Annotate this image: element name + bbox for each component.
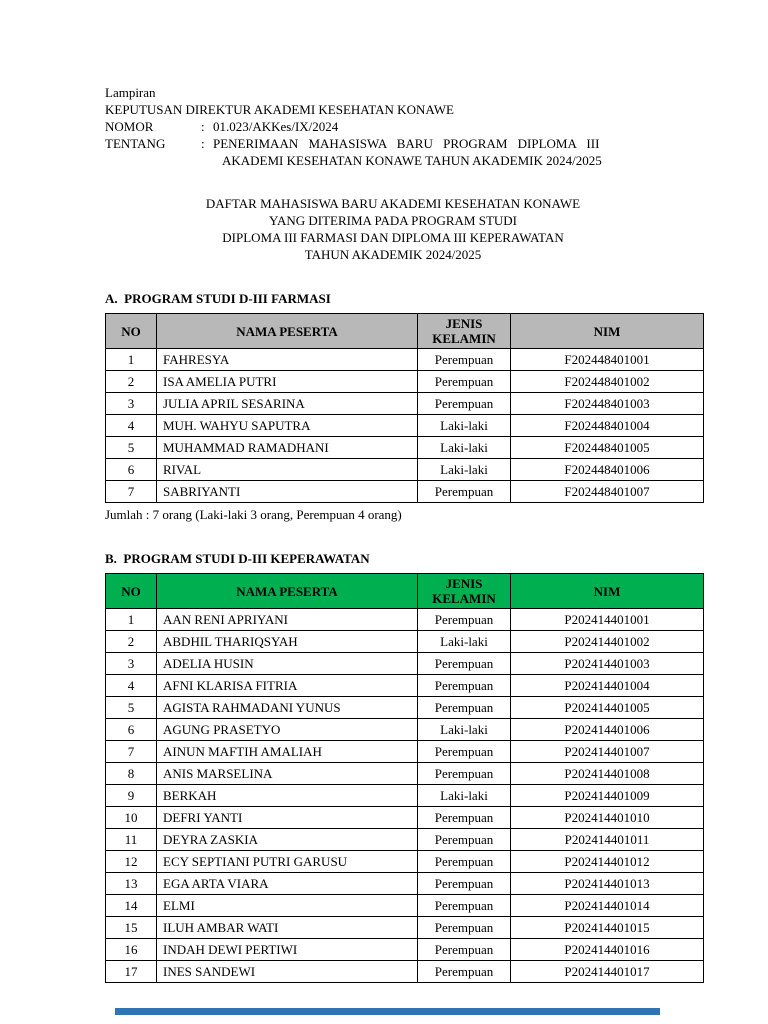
table-cell: ADELIA HUSIN	[157, 653, 418, 675]
table-cell: P202414401007	[511, 741, 704, 763]
table-cell: F202448401001	[511, 349, 704, 371]
table-cell: AFNI KLARISA FITRIA	[157, 675, 418, 697]
table-cell: 4	[106, 675, 157, 697]
table-cell: Perempuan	[418, 609, 511, 631]
table-cell: INES SANDEWI	[157, 961, 418, 983]
table-row	[106, 609, 704, 631]
table-cell: ANIS MARSELINA	[157, 763, 418, 785]
table-row	[106, 349, 704, 371]
table-cell: Perempuan	[418, 349, 511, 371]
table-cell: Perempuan	[418, 763, 511, 785]
table-cell: 11	[106, 829, 157, 851]
table-cell: AGUNG PRASETYO	[157, 719, 418, 741]
table-cell: SABRIYANTI	[157, 481, 418, 503]
document-title	[105, 195, 681, 263]
table-row	[106, 807, 704, 829]
table-cell: P202414401001	[511, 609, 704, 631]
tentang-line-1: PENERIMAAN MAHASISWA BARU PROGRAM DIPLOMA III	[213, 136, 600, 151]
table-cell: RIVAL	[157, 459, 418, 481]
table-cell: Perempuan	[418, 873, 511, 895]
column-header-jenis-kelamin: JENIS KELAMIN	[418, 314, 511, 349]
table-cell: 17	[106, 961, 157, 983]
column-header-nim: NIM	[511, 314, 704, 349]
section-b-heading: B. PROGRAM STUDI D-III KEPERAWATAN	[105, 551, 370, 566]
document-title-line: YANG DITERIMA PADA PROGRAM STUDI	[269, 213, 517, 228]
table-row	[106, 785, 704, 807]
tentang-row	[105, 135, 681, 169]
table-cell: EGA ARTA VIARA	[157, 873, 418, 895]
table-cell: AAN RENI APRIYANI	[157, 609, 418, 631]
table-row	[106, 371, 704, 393]
table-cell: Perempuan	[418, 697, 511, 719]
table-row	[106, 675, 704, 697]
table-cell: 12	[106, 851, 157, 873]
table-cell: 15	[106, 917, 157, 939]
table-cell: AGISTA RAHMADANI YUNUS	[157, 697, 418, 719]
table-cell: AINUN MAFTIH AMALIAH	[157, 741, 418, 763]
table-cell: P202414401005	[511, 697, 704, 719]
column-header-nama: NAMA PESERTA	[157, 314, 418, 349]
table-cell: DEFRI YANTI	[157, 807, 418, 829]
document-page	[105, 84, 681, 983]
table-row	[106, 741, 704, 763]
table-cell: P202414401011	[511, 829, 704, 851]
table-cell: 1	[106, 609, 157, 631]
document-title-line: DAFTAR MAHASISWA BARU AKADEMI KESEHATAN KONAWE	[205, 196, 581, 211]
table-cell: 16	[106, 939, 157, 961]
keperawatan-table-body	[106, 609, 704, 983]
table-row	[106, 851, 704, 873]
keperawatan-table	[105, 573, 704, 983]
table-cell: P202414401015	[511, 917, 704, 939]
table-cell: Laki-laki	[418, 631, 511, 653]
column-header-nama: NAMA PESERTA	[157, 574, 418, 609]
table-cell: 6	[106, 719, 157, 741]
table-row	[106, 829, 704, 851]
table-cell: 4	[106, 415, 157, 437]
table-cell: Laki-laki	[418, 459, 511, 481]
nomor-colon: :	[201, 119, 205, 134]
table-cell: JULIA APRIL SESARINA	[157, 393, 418, 415]
lampiran-label: Lampiran	[105, 85, 156, 100]
table-cell: ECY SEPTIANI PUTRI GARUSU	[157, 851, 418, 873]
table-cell: 1	[106, 349, 157, 371]
document-title-line: DIPLOMA III FARMASI DAN DIPLOMA III KEPERAWATAN	[222, 230, 564, 245]
farmasi-table-body	[106, 349, 704, 503]
table-row	[106, 939, 704, 961]
table-cell: 5	[106, 437, 157, 459]
table-cell: ELMI	[157, 895, 418, 917]
table-cell: F202448401003	[511, 393, 704, 415]
table-cell: P202414401013	[511, 873, 704, 895]
table-row	[106, 631, 704, 653]
table-cell: 2	[106, 371, 157, 393]
table-cell: MUH. WAHYU SAPUTRA	[157, 415, 418, 437]
table-cell: F202448401006	[511, 459, 704, 481]
table-cell: F202448401004	[511, 415, 704, 437]
table-row	[106, 719, 704, 741]
table-cell: F202448401005	[511, 437, 704, 459]
nomor-label: NOMOR	[105, 119, 154, 134]
table-cell: 14	[106, 895, 157, 917]
table-cell: DEYRA ZASKIA	[157, 829, 418, 851]
tentang-label: TENTANG	[105, 136, 166, 151]
table-cell: 3	[106, 393, 157, 415]
tentang-line-2: AKADEMI KESEHATAN KONAWE TAHUN AKADEMIK 2024/2025	[222, 153, 602, 168]
table-cell: Perempuan	[418, 829, 511, 851]
table-cell: 10	[106, 807, 157, 829]
nomor-row	[105, 118, 681, 135]
table-cell: ABDHIL THARIQSYAH	[157, 631, 418, 653]
farmasi-summary: Jumlah : 7 orang (Laki-laki 3 orang, Perempuan 4 orang)	[105, 507, 402, 522]
table-cell: Perempuan	[418, 807, 511, 829]
table-cell: Laki-laki	[418, 719, 511, 741]
table-row	[106, 653, 704, 675]
column-header-no: NO	[106, 574, 157, 609]
table-cell: Perempuan	[418, 675, 511, 697]
table-cell: 13	[106, 873, 157, 895]
table-cell: Perempuan	[418, 939, 511, 961]
table-cell: 3	[106, 653, 157, 675]
table-cell: Laki-laki	[418, 437, 511, 459]
keperawatan-header-row	[106, 574, 704, 609]
table-row	[106, 415, 704, 437]
table-cell: Perempuan	[418, 481, 511, 503]
table-cell: 9	[106, 785, 157, 807]
table-row	[106, 917, 704, 939]
table-cell: Perempuan	[418, 741, 511, 763]
table-cell: Laki-laki	[418, 415, 511, 437]
table-row	[106, 961, 704, 983]
table-row	[106, 895, 704, 917]
table-cell: Perempuan	[418, 851, 511, 873]
table-cell: MUHAMMAD RAMADHANI	[157, 437, 418, 459]
table-cell: 2	[106, 631, 157, 653]
table-cell: P202414401002	[511, 631, 704, 653]
table-cell: P202414401014	[511, 895, 704, 917]
table-cell: P202414401004	[511, 675, 704, 697]
table-cell: BERKAH	[157, 785, 418, 807]
table-cell: P202414401012	[511, 851, 704, 873]
farmasi-table	[105, 313, 704, 503]
table-cell: ISA AMELIA PUTRI	[157, 371, 418, 393]
tentang-colon: :	[201, 136, 205, 151]
table-cell: Perempuan	[418, 393, 511, 415]
table-cell: INDAH DEWI PERTIWI	[157, 939, 418, 961]
table-cell: P202414401009	[511, 785, 704, 807]
table-cell: F202448401007	[511, 481, 704, 503]
table-cell: P202414401016	[511, 939, 704, 961]
column-header-nim: NIM	[511, 574, 704, 609]
section-a-heading: A. PROGRAM STUDI D-III FARMASI	[105, 291, 331, 306]
farmasi-header-row	[106, 314, 704, 349]
footer-bar	[115, 1008, 660, 1015]
decision-title: KEPUTUSAN DIREKTUR AKADEMI KESEHATAN KONAWE	[105, 102, 454, 117]
table-cell: P202414401003	[511, 653, 704, 675]
column-header-jenis-kelamin: JENIS KELAMIN	[418, 574, 511, 609]
table-cell: Perempuan	[418, 653, 511, 675]
tentang-value	[213, 135, 681, 169]
nomor-value: 01.023/AKKes/IX/2024	[213, 119, 339, 134]
table-row	[106, 697, 704, 719]
table-cell: 5	[106, 697, 157, 719]
table-cell: P202414401010	[511, 807, 704, 829]
table-row	[106, 763, 704, 785]
table-cell: 7	[106, 741, 157, 763]
table-row	[106, 437, 704, 459]
table-cell: Perempuan	[418, 371, 511, 393]
table-cell: Perempuan	[418, 961, 511, 983]
table-cell: 6	[106, 459, 157, 481]
table-cell: 7	[106, 481, 157, 503]
table-row	[106, 459, 704, 481]
table-cell: FAHRESYA	[157, 349, 418, 371]
column-header-no: NO	[106, 314, 157, 349]
table-cell: 8	[106, 763, 157, 785]
table-row	[106, 393, 704, 415]
table-cell: F202448401002	[511, 371, 704, 393]
table-cell: Laki-laki	[418, 785, 511, 807]
document-title-line: TAHUN AKADEMIK 2024/2025	[304, 247, 482, 262]
table-cell: P202414401006	[511, 719, 704, 741]
table-cell: P202414401008	[511, 763, 704, 785]
table-row	[106, 481, 704, 503]
table-cell: Perempuan	[418, 895, 511, 917]
table-cell: Perempuan	[418, 917, 511, 939]
table-cell: ILUH AMBAR WATI	[157, 917, 418, 939]
table-cell: P202414401017	[511, 961, 704, 983]
table-row	[106, 873, 704, 895]
